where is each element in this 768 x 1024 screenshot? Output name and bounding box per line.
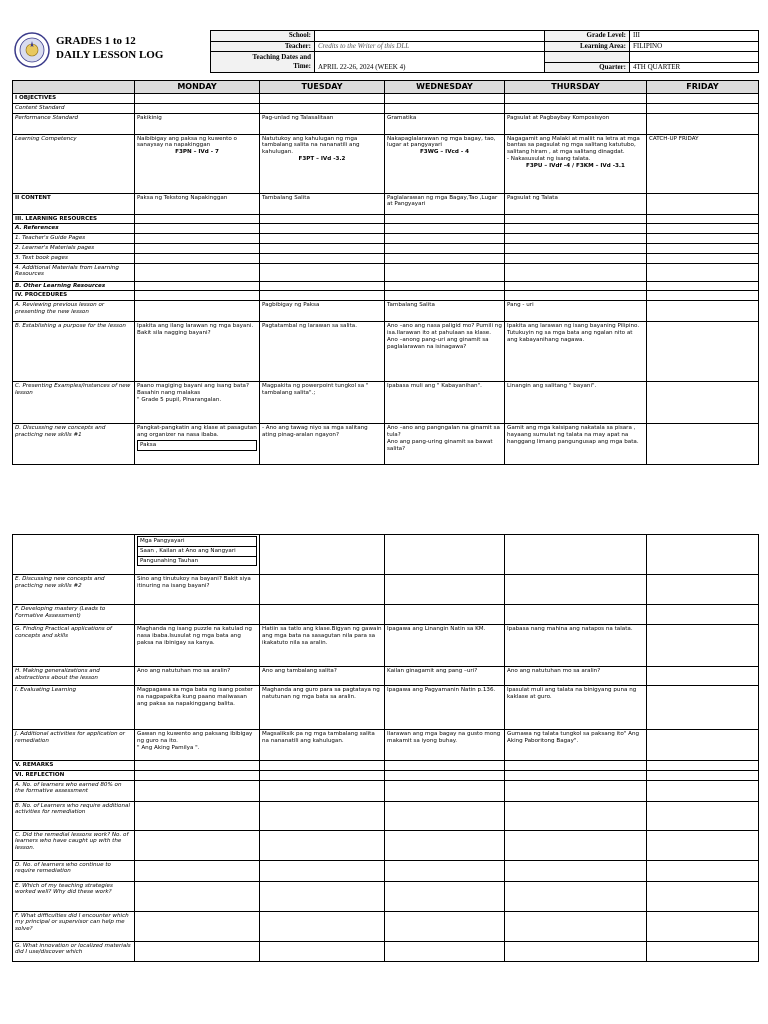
proc-b-tuesday: Pagtatambal ng larawan sa salita. bbox=[260, 322, 385, 382]
proc-c-wednesday: Ipabasa muli ang " Kabayanihan". bbox=[385, 382, 505, 424]
lc-monday bbox=[135, 134, 260, 193]
proc-i-tuesday: Maghanda ang guro para sa pagtataya ng natutunan ng mga bata sa aralin. bbox=[260, 686, 385, 730]
proc-d-wednesday-2: Ano ang pang-uring ginamit sa bawat salita? bbox=[387, 438, 493, 452]
lc-monday-text: Naibibigay ang paksa ng kuwento o sanaysay na napakinggan bbox=[137, 135, 237, 149]
row-proc-g bbox=[13, 625, 759, 667]
proc-a-label: A. Reviewing previous lesson or presenting the new lesson bbox=[13, 301, 135, 322]
lc-tuesday-code: F3PT – IVd -3.2 bbox=[298, 155, 346, 162]
organizer-paksa: Paksa bbox=[138, 440, 257, 450]
quarter-value: 4TH QUARTER bbox=[630, 62, 759, 73]
row-performance-standard bbox=[13, 113, 759, 134]
proc-c-monday-3: " Grade 5 pupil, Pinarangalan. bbox=[137, 396, 222, 403]
organizer-saan-kailan: Saan , Kailan at Ano ang Nangyari bbox=[138, 546, 257, 556]
dll-title bbox=[56, 34, 163, 62]
proc-b-monday bbox=[135, 322, 260, 382]
proc-j-monday-2: " Ang Aking Pamilya ". bbox=[137, 744, 200, 751]
proc-j-wednesday: Ilarawan ang mga bagay na gusto mong makamit sa iyong buhay. bbox=[385, 730, 505, 761]
row-reflection bbox=[13, 770, 759, 780]
row-references bbox=[13, 224, 759, 234]
proc-d-wednesday bbox=[385, 424, 505, 465]
ref-a-label: A. No. of learners who earned 80% on the formative assessment bbox=[13, 780, 135, 801]
performance-standard-label: Performance Standard bbox=[13, 113, 135, 134]
quarter-label: Quarter: bbox=[545, 62, 630, 73]
ref-f-label: F. What difficulties did I encounter which my principal or supervisor can help me solve? bbox=[13, 911, 135, 941]
references-label: A. References bbox=[13, 224, 135, 234]
proc-d-label: D. Discussing new concepts and practicing new skills #1 bbox=[13, 424, 135, 465]
content-wednesday: Paglalarawan ng mga Bagay,Tao ,Lugar at Pangyayari bbox=[385, 193, 505, 214]
dll-table-page-2 bbox=[12, 534, 759, 962]
organizer-continued bbox=[135, 535, 260, 575]
proc-g-label: G. Finding Practical applications of concepts and skills bbox=[13, 625, 135, 667]
row-ref-g bbox=[13, 941, 759, 961]
ref-c-label: C. Did the remedial lessons work? No. of learners who have caught up with the lesson. bbox=[13, 830, 135, 860]
proc-a-tuesday: Pagbibigay ng Paksa bbox=[260, 301, 385, 322]
row-ref-f bbox=[13, 911, 759, 941]
teacher-label: Teacher: bbox=[211, 41, 315, 52]
proc-h-label: H. Making generalizations and abstractions about the lesson bbox=[13, 667, 135, 686]
row-proc-i bbox=[13, 686, 759, 730]
day-monday: MONDAY bbox=[135, 81, 260, 94]
day-header-row bbox=[13, 81, 759, 94]
day-wednesday: WEDNESDAY bbox=[385, 81, 505, 94]
learning-area-label: Learning Area: bbox=[545, 41, 630, 52]
ps-tuesday: Pag-unlad ng Talasalitaan bbox=[260, 113, 385, 134]
ref-e-label: E. Which of my teaching strategies worked well? Why did these work? bbox=[13, 881, 135, 911]
proc-a-wednesday: Tambalang Salita bbox=[385, 301, 505, 322]
lc-tuesday-text: Natutukoy ang kahulugan ng mga tambalang salita na nananatili ang kahulugan. bbox=[262, 135, 360, 156]
lc-wednesday bbox=[385, 134, 505, 193]
proc-i-monday: Magpagawa sa mga bata ng isang poster na nagpapakita kung paano maiiwasan ang paksa sa napakinggang balita. bbox=[135, 686, 260, 730]
objectives-label: I OBJECTIVES bbox=[13, 94, 135, 104]
row-objectives bbox=[13, 94, 759, 104]
teaching-dates-label bbox=[211, 52, 315, 73]
school-label: School: bbox=[211, 31, 315, 42]
ps-monday: Pakikinig bbox=[135, 113, 260, 134]
header-info-table bbox=[210, 30, 759, 73]
proc-b-wednesday-2: Ano –anong pang-uri ang ginamit sa paglalarawan na isinagawa? bbox=[387, 336, 489, 350]
blank-value bbox=[630, 52, 759, 63]
content-thursday: Pagsulat ng Talata bbox=[505, 193, 647, 214]
proc-b-wednesday-1: Ano –ano ang nasa paligid mo? Pumili ng isa.Ilarawan ito at pahulaan sa klase. bbox=[387, 323, 502, 336]
title-line-2: DAILY LESSON LOG bbox=[56, 49, 164, 61]
proc-a-thursday: Pang - uri bbox=[505, 301, 647, 322]
school-value bbox=[315, 31, 545, 42]
teaching-dates-label-2: Time: bbox=[293, 62, 311, 70]
proc-e-monday: Sino ang tinutukoy na bayani? Bakit siya itinuring na isang bayani? bbox=[135, 575, 260, 605]
row-teachers-guide bbox=[13, 234, 759, 244]
row-textbook bbox=[13, 253, 759, 263]
teaching-dates-label-1: Teaching Dates and bbox=[252, 53, 311, 61]
grade-level-label: Grade Level: bbox=[545, 31, 630, 42]
row-continuation bbox=[13, 535, 759, 575]
proc-j-monday bbox=[135, 730, 260, 761]
other-resources-label: B. Other Learning Resources bbox=[13, 281, 135, 291]
day-friday: FRIDAY bbox=[647, 81, 759, 94]
proc-j-thursday: Gumawa ng talata tungkol sa paksang ito" Ang Aking Paboritong Bagay". bbox=[505, 730, 647, 761]
proc-d-tuesday: - Ano ang tawag niyo sa mga salitang ating pinag-aralan ngayon? bbox=[260, 424, 385, 465]
proc-j-label: J. Additional activities for application or remediation bbox=[13, 730, 135, 761]
row-proc-h bbox=[13, 667, 759, 686]
ref-d-label: D. No. of learners who continue to require remediation bbox=[13, 860, 135, 881]
textbook-label: 3. Text book pages bbox=[13, 253, 135, 263]
grade-level-value: III bbox=[630, 31, 759, 42]
proc-d-thursday: Gamit ang mga kaisipang nakatala sa pisara , hayaang sumulat ng talata na may apat na hanggang limang pangungusap ang mga bata. bbox=[505, 424, 647, 465]
proc-g-wednesday: Ipagawa ang Linangin Natin sa KM. bbox=[385, 625, 505, 667]
row-ref-e bbox=[13, 881, 759, 911]
proc-b-thursday-1: Ipakita ang larawan ng isang bayaning Pilipino. bbox=[507, 323, 640, 330]
lc-wednesday-code: F3WG – IVcd - 4 bbox=[419, 149, 469, 156]
row-ref-d bbox=[13, 860, 759, 881]
proc-e-label: E. Discussing new concepts and practicing new skills #2 bbox=[13, 575, 135, 605]
proc-c-monday-1: Paano magiging bayani ang isang bata? bbox=[137, 383, 249, 390]
procedures-label: IV. PROCEDURES bbox=[13, 291, 135, 301]
proc-c-thursday: Linangin ang salitang " bayani". bbox=[505, 382, 647, 424]
proc-f-label: F. Developing mastery (Leads to Formative Assessment) bbox=[13, 605, 135, 625]
lc-thursday-text-2: - Nakasusulat ng isang talata. bbox=[507, 155, 591, 162]
row-proc-f bbox=[13, 605, 759, 625]
row-ref-b bbox=[13, 801, 759, 830]
learning-resources-label: III. LEARNING RESOURCES bbox=[13, 214, 135, 224]
content-standard-label: Content Standard bbox=[13, 103, 135, 113]
deped-seal-icon bbox=[14, 32, 50, 68]
ps-thursday: Pagsulat at Pagbaybay Komposisyon bbox=[505, 113, 647, 134]
lc-thursday-code: F3PU – IVdf -4 / F3KM – IVd -3.1 bbox=[526, 162, 625, 169]
proc-i-thursday: Ipasulat muli ang talata na binigyang puna ng kaklase at guro. bbox=[505, 686, 647, 730]
row-ref-c bbox=[13, 830, 759, 860]
row-proc-e bbox=[13, 575, 759, 605]
lc-wednesday-text: Nakapaglalarawan ng mga bagay, tao, lugar at pangyayari bbox=[387, 135, 496, 149]
proc-d-monday-1: Pangkat-pangkatin ang klase at pasagutan ang organizer na nasa ibaba. bbox=[137, 425, 257, 438]
row-proc-a bbox=[13, 301, 759, 322]
teacher-value: Credits to the Writer of this DLL bbox=[315, 41, 545, 52]
lc-thursday bbox=[505, 134, 647, 193]
learning-area-value: FILIPINO bbox=[630, 41, 759, 52]
proc-b-monday-1: Ipakita ang ilang larawan ng mga bayani. bbox=[137, 323, 254, 330]
dll-header bbox=[12, 30, 758, 72]
proc-j-tuesday: Magsaliksik pa ng mga tambalang salita na nananatili ang kahulugan. bbox=[260, 730, 385, 761]
proc-h-wednesday: Kailan ginagamit ang pang –uri? bbox=[385, 667, 505, 686]
proc-c-label: C. Presenting Examples/instances of new lesson bbox=[13, 382, 135, 424]
row-content bbox=[13, 193, 759, 214]
proc-h-monday: Ano ang natutuhan mo sa aralin? bbox=[135, 667, 260, 686]
reflection-label: VI. REFLECTION bbox=[13, 770, 135, 780]
proc-i-label: I. Evaluating Learning bbox=[13, 686, 135, 730]
day-tuesday: TUESDAY bbox=[260, 81, 385, 94]
row-content-standard bbox=[13, 103, 759, 113]
corner-cell bbox=[13, 81, 135, 94]
proc-c-monday-2: Basahin nang malakas bbox=[137, 389, 201, 396]
proc-d-wednesday-1: Ano –ano ang pangngalan na ginamit sa tula? bbox=[387, 425, 500, 438]
learning-competency-label: Learning Competency bbox=[13, 134, 135, 193]
proc-d-monday bbox=[135, 424, 260, 465]
organizer-box-top bbox=[137, 440, 257, 451]
proc-j-monday-1: Gawan ng kuwento ang paksang ibibigay ng guro na ito. bbox=[137, 731, 253, 744]
blank-label bbox=[545, 52, 630, 63]
row-ref-a bbox=[13, 780, 759, 801]
row-proc-b bbox=[13, 322, 759, 382]
row-learning-competency bbox=[13, 134, 759, 193]
ps-wednesday: Gramatika bbox=[385, 113, 505, 134]
organizer-tauhan: Pangunahing Tauhan bbox=[138, 556, 257, 566]
row-remarks bbox=[13, 761, 759, 771]
proc-b-monday-2: Bakit sila nagging bayani? bbox=[137, 329, 211, 336]
ref-g-label: G. What innovation or localized materials did I use/discover which bbox=[13, 941, 135, 961]
proc-h-tuesday: Ano ang tambalang salita? bbox=[260, 667, 385, 686]
title-line-1: GRADES 1 to 12 bbox=[56, 35, 136, 47]
row-learners-materials bbox=[13, 243, 759, 253]
organizer-boxes bbox=[137, 536, 257, 566]
lc-friday: CATCH-UP FRIDAY bbox=[647, 134, 759, 193]
proc-b-thursday bbox=[505, 322, 647, 382]
proc-g-monday: Maghanda ng isang puzzle na katulad ng nasa ibaba.Isusulat ng mga bata ang paksa na ibinigay sa kanya. bbox=[135, 625, 260, 667]
proc-b-wednesday bbox=[385, 322, 505, 382]
additional-materials-label: 4. Additional Materials from Learning Resources bbox=[13, 263, 135, 281]
day-thursday: THURSDAY bbox=[505, 81, 647, 94]
lc-thursday-text: Nagagamit ang Malaki at maliit na letra at mga bantas sa pagsulat ng mga salitang katutubo, salitang hiram , at mga salitang dinagdat. bbox=[507, 135, 640, 156]
content-monday: Paksa ng Tekstong Napakinggan bbox=[135, 193, 260, 214]
proc-i-wednesday: Ipagawa ang Pagyamanin Natin p.136. bbox=[385, 686, 505, 730]
learners-materials-label: 2. Learner's Materials pages bbox=[13, 243, 135, 253]
proc-c-tuesday: Magpakita ng powerpoint tungkol sa " tambalang salita".; bbox=[260, 382, 385, 424]
content-tuesday: Tambalang Salita bbox=[260, 193, 385, 214]
dll-table-page-1 bbox=[12, 80, 759, 465]
teachers-guide-label: 1. Teacher's Guide Pages bbox=[13, 234, 135, 244]
row-learning-resources bbox=[13, 214, 759, 224]
teaching-dates-value: APRIL 22-26, 2024 (WEEK 4) bbox=[315, 52, 545, 73]
row-other-resources bbox=[13, 281, 759, 291]
row-proc-j bbox=[13, 730, 759, 761]
ref-b-label: B. No. of Learners who require additional activities for remediation bbox=[13, 801, 135, 830]
organizer-pangyayari: Mga Pangyayari bbox=[138, 537, 257, 547]
content-label: II CONTENT bbox=[13, 193, 135, 214]
row-procedures bbox=[13, 291, 759, 301]
proc-h-thursday: Ano ang natutuhan mo sa aralin? bbox=[505, 667, 647, 686]
remarks-label: V. REMARKS bbox=[13, 761, 135, 771]
proc-b-label: B. Establishing a purpose for the lesson bbox=[13, 322, 135, 382]
proc-b-thursday-2: Tutukuyin ng sa mga bata ang ngalan nito at ang kabayanihang nagawa. bbox=[507, 329, 633, 343]
lc-tuesday bbox=[260, 134, 385, 193]
proc-g-tuesday: Hatiin sa tatlo ang klase.Bigyan ng gawain ang mga bata na sasagutan nila para sa ikakatuto nila sa aralin. bbox=[260, 625, 385, 667]
row-additional-materials bbox=[13, 263, 759, 281]
row-proc-c bbox=[13, 382, 759, 424]
row-proc-d bbox=[13, 424, 759, 465]
proc-g-thursday: Ipabasa nang mahina ang natapos na talata. bbox=[505, 625, 647, 667]
proc-c-monday bbox=[135, 382, 260, 424]
lc-monday-code: F3PN – IVd - 7 bbox=[175, 149, 219, 156]
